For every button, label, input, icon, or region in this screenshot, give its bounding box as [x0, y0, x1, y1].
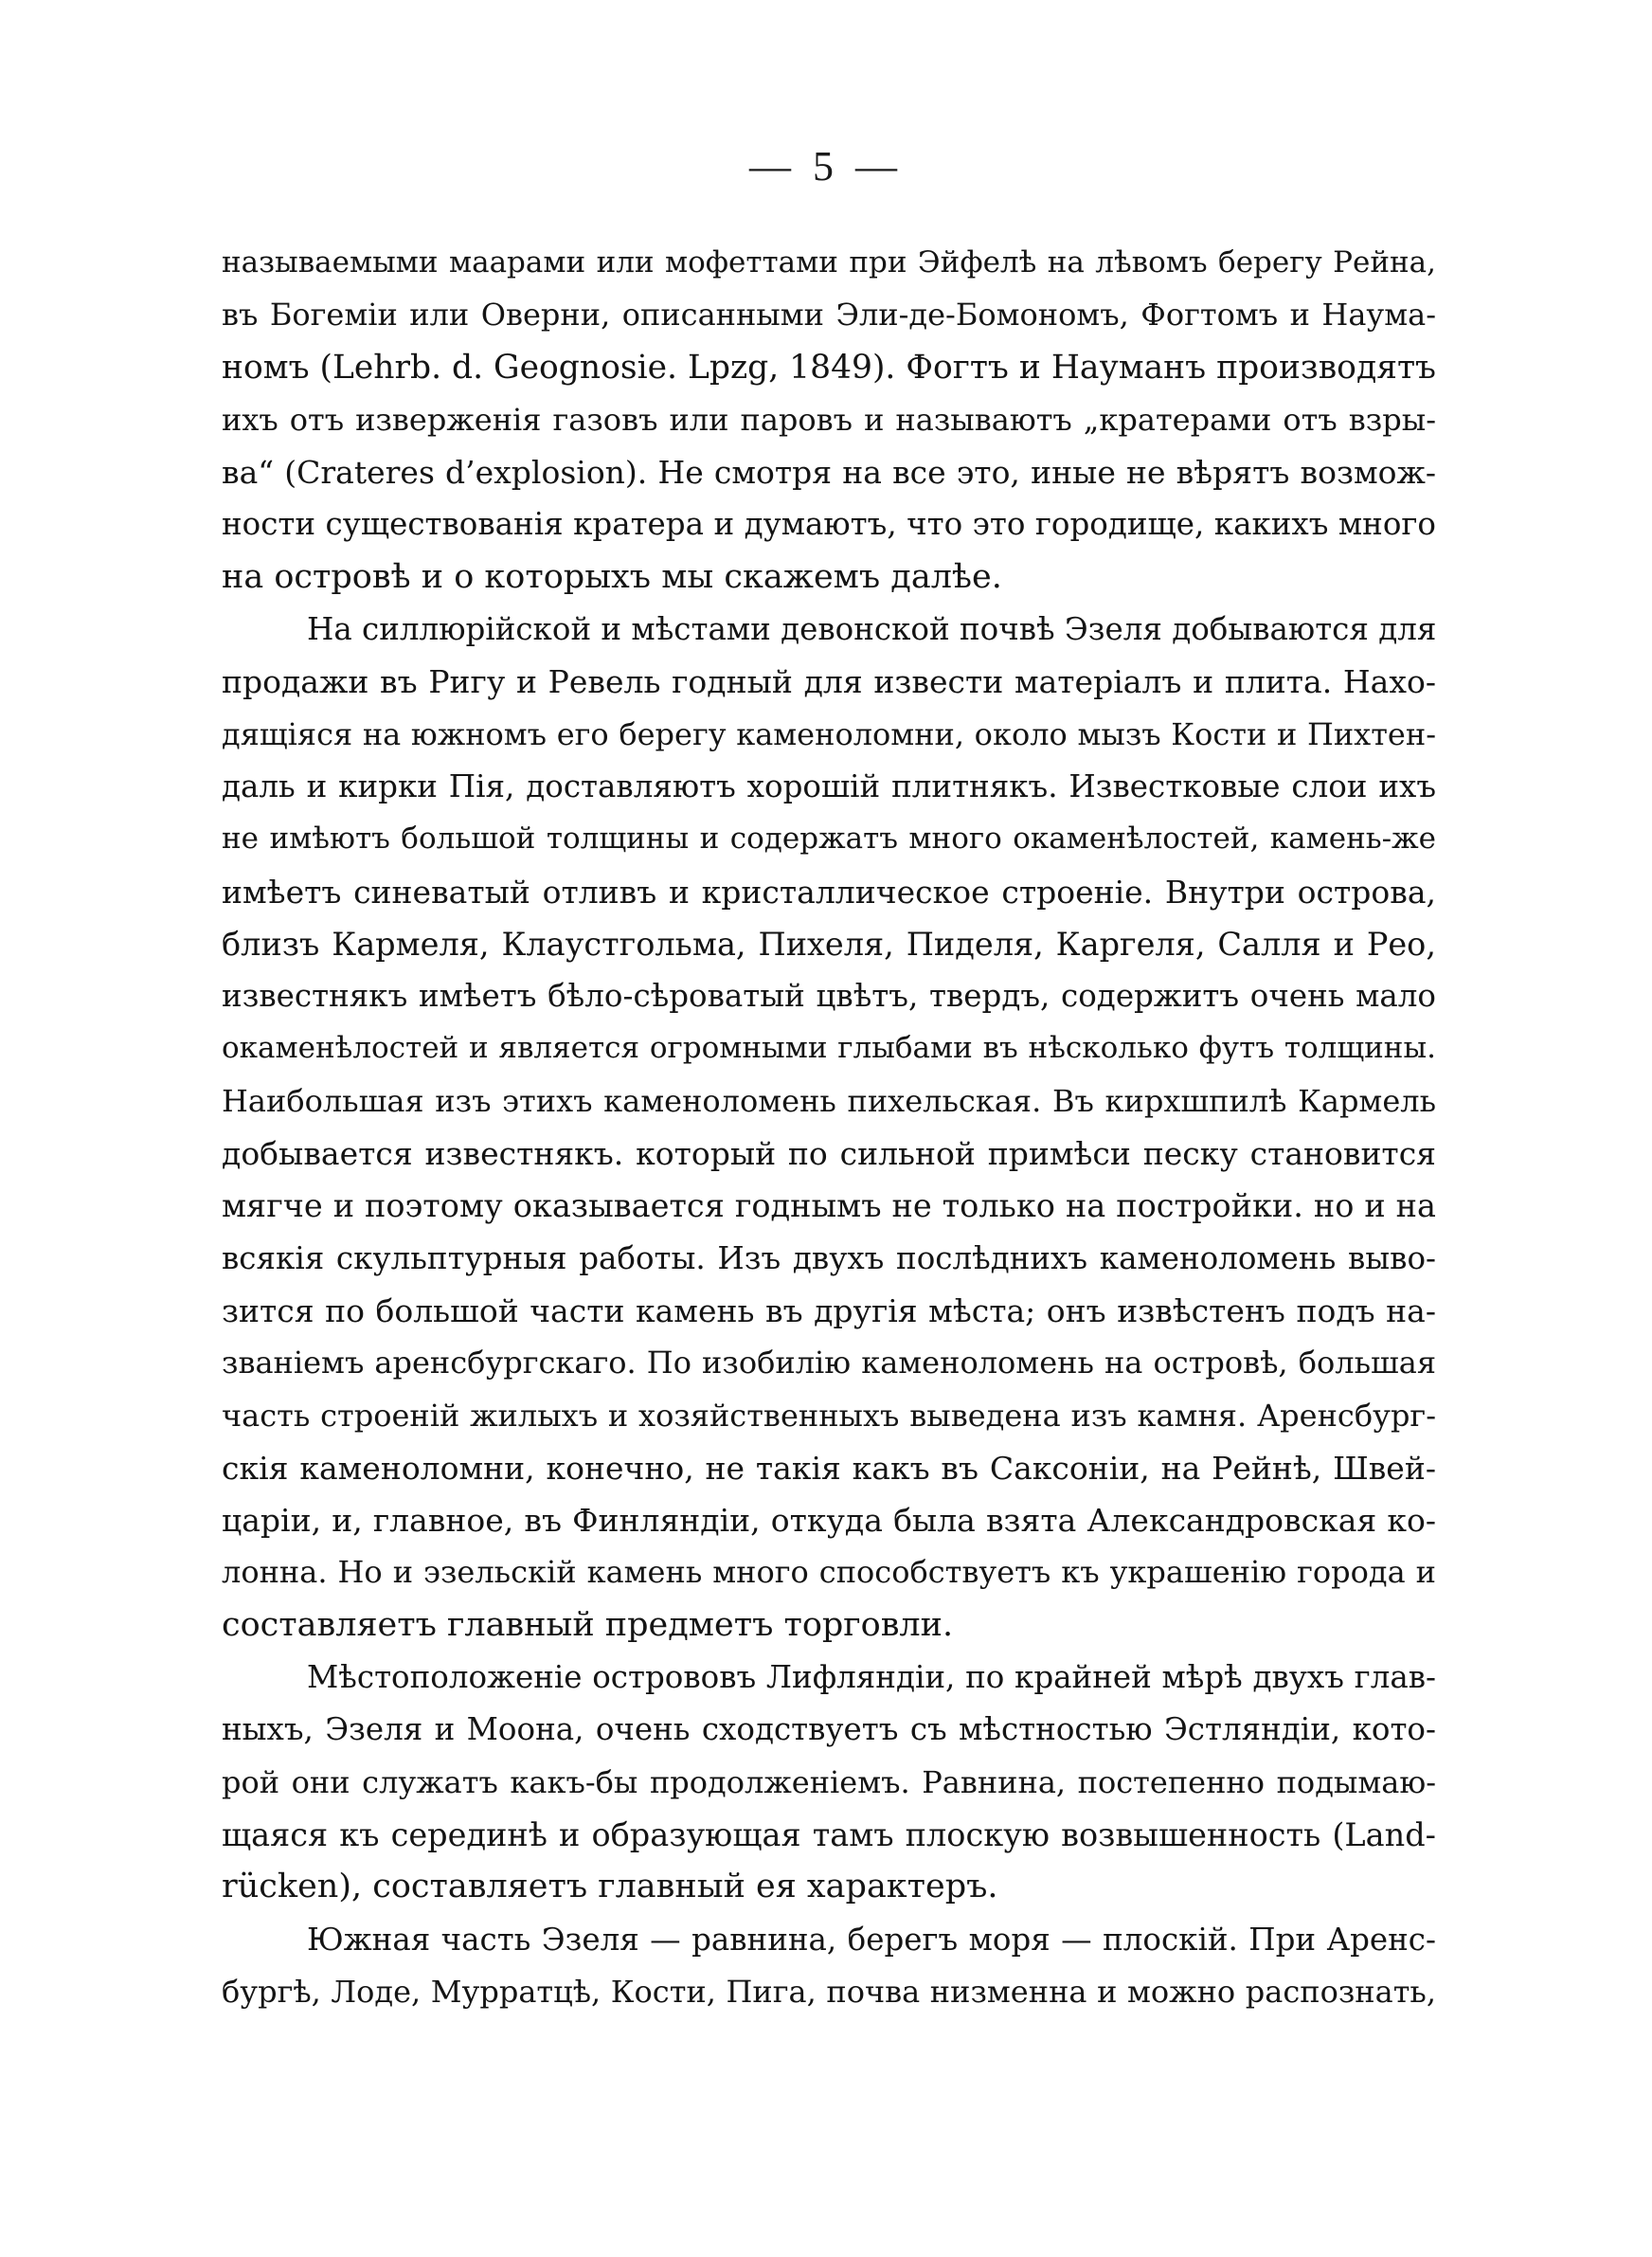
text-line: продажи въ Ригу и Ревель годный для извести матеріалъ и плита. Нахо-: [222, 663, 1436, 701]
text-line: На силлюрійской и мѣстами девонской почвѣ Эзеля добываются для: [307, 611, 1436, 648]
text-line: составляетъ главный предметъ торговли.: [222, 1605, 954, 1644]
text-line: царіи, и, главное, въ Финляндіи, откуда была взята Александровская ко-: [222, 1502, 1436, 1540]
text-line: имѣетъ синеватый отливъ и кристаллическое строеніе. Внутри острова,: [222, 873, 1436, 911]
text-line: не имѣютъ большой толщины и содержатъ много окаменѣлостей, камень-же: [222, 822, 1436, 857]
text-line: близъ Кармеля, Клаустгольма, Пихеля, Пиделя, Каргеля, Салля и Рео,: [222, 925, 1436, 963]
text-line: рой они служатъ какъ-бы продолженіемъ. Равнина, постепенно подымаю-: [222, 1763, 1436, 1800]
text-line: лонна. Но и эзельскій камень много способствуетъ къ украшенію города и: [222, 1554, 1436, 1591]
text-line: ихъ отъ изверженія газовъ или паровъ и называютъ „кратерами отъ взры-: [222, 401, 1436, 438]
text-line: даль и кирки Пія, доставляютъ хорошій плитнякъ. Известковые слои ихъ: [222, 767, 1436, 804]
text-line: номъ (Lehrb. d. Geognosie. Lpzg, 1849). Фогтъ и Науманъ производятъ: [222, 348, 1436, 387]
text-line: Южная часть Эзеля — равнина, берегъ моря — плоскій. При Аренс-: [307, 1921, 1436, 1958]
text-line: Мѣстоположеніе острововъ Лифляндіи, по крайней мѣрѣ двухъ глав-: [307, 1659, 1436, 1696]
text-line: щаяся къ серединѣ и образующая тамъ плоскую возвышенность (Land-: [222, 1815, 1436, 1853]
text-line: зится по большой части камень въ другія мѣста; онъ извѣстенъ подъ на-: [222, 1291, 1436, 1329]
text-line: известнякъ имѣетъ бѣло-сѣроватый цвѣтъ, твердъ, содержитъ очень мало: [222, 978, 1436, 1015]
text-line: дящіяся на южномъ его берегу каменоломни, около мызъ Кости и Пихтен-: [222, 715, 1436, 752]
text-line: окаменѣлостей и является огромными глыбами въ нѣсколько футъ толщины.: [222, 1031, 1436, 1066]
text-line: часть строеній жилыхъ и хозяйственныхъ выведена изъ камня. Аренсбург-: [222, 1397, 1436, 1434]
text-line: всякія скульптурныя работы. Изъ двухъ послѣднихъ каменоломень выво-: [222, 1239, 1436, 1276]
text-line: ности существованія кратера и думаютъ, что это городище, какихъ много: [222, 506, 1436, 543]
body-text: [222, 237, 1436, 2018]
text-line: называемыми маарами или мофеттами при Эйфелѣ на лѣвомъ берегу Рейна,: [222, 245, 1436, 280]
page-number: — 5 —: [749, 143, 903, 190]
text-line: rücken), составляетъ главный ея характеръ.: [222, 1868, 998, 1906]
text-line: добывается известнякъ. который по сильной примѣси песку становится: [222, 1135, 1436, 1173]
text-line: ныхъ, Эзеля и Моона, очень сходствуетъ съ мѣстностью Эстляндіи, кото-: [222, 1711, 1436, 1748]
text-line: въ Богеміи или Оверни, описанными Эли-де-Бомономъ, Фогтомъ и Наума-: [222, 297, 1436, 334]
text-line: на островѣ и о которыхъ мы скажемъ далѣе.: [222, 557, 1002, 596]
text-line: званіемъ аренсбургскаго. По изобилію каменоломень на островѣ, большая: [222, 1345, 1436, 1381]
text-line: мягче и поэтому оказывается годнымъ не только на постройки. но и на: [222, 1187, 1436, 1225]
text-line: Наибольшая изъ этихъ каменоломень пихельская. Въ кирхшпилѣ Кармель: [222, 1082, 1436, 1119]
text-line: бургѣ, Лоде, Мурратцѣ, Кости, Пига, почва низменна и можно распознать,: [222, 1973, 1436, 2010]
text-line: ва“ (Crateres d’explosion). Не смотря на все это, иные не вѣрятъ возмож-: [222, 454, 1436, 492]
text-line: скія каменоломни, конечно, не такія какъ въ Саксоніи, на Рейнѣ, Швей-: [222, 1449, 1436, 1487]
